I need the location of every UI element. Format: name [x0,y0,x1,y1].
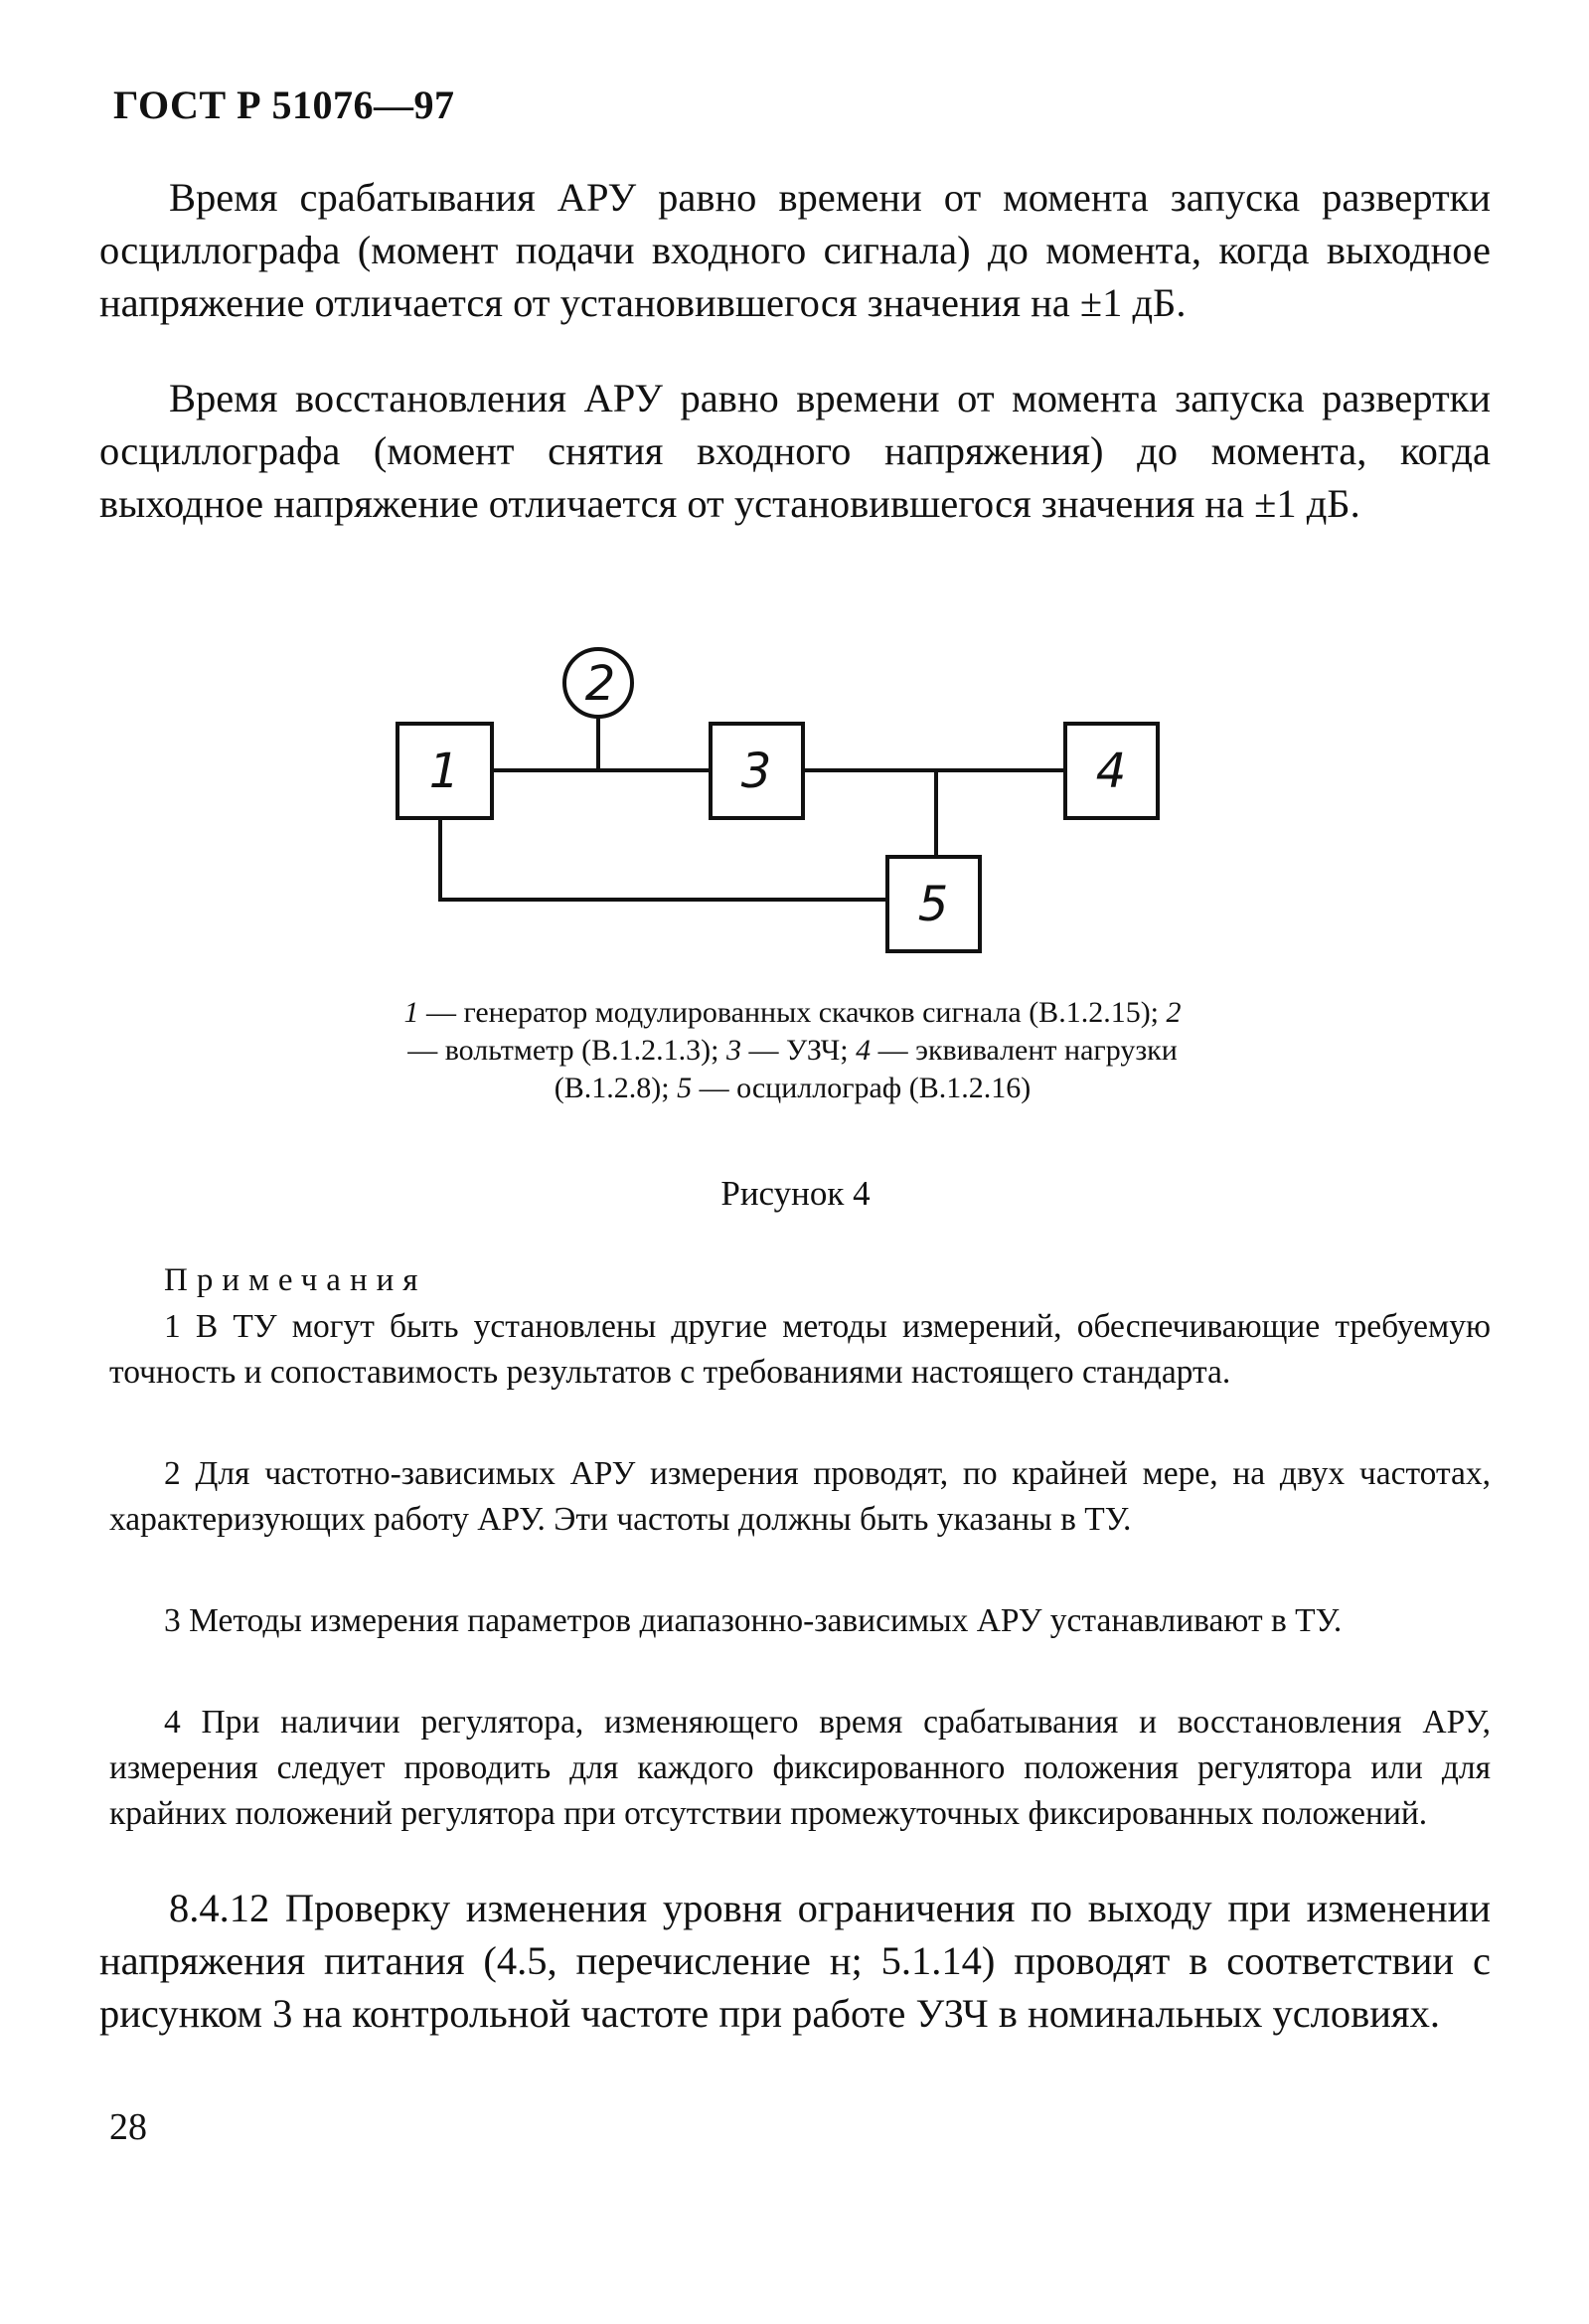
note-2: 2 Для частотно-зависимых АРУ измерения проводят, по крайней мере, на двух частотах, характеризующих работу АРУ. Эти частоты должны быть указаны в ТУ. [109,1455,1491,1538]
wire-1-5 [440,820,887,900]
block-5-label: 5 [917,877,949,932]
legend-num-2: 2 [1166,996,1182,1029]
document-header: ГОСТ Р 51076—97 [113,83,455,127]
legend-num-1: 1 [403,996,419,1029]
block-3-label: 3 [740,744,772,799]
paragraph-8-4-12: 8.4.12 Проверку изменения уровня ограничения по выходу при изменении напряжения питания (4.5, перечисление н; 5.1.14) проводят в соответствии с рисунком 3 на контрольной частоте при работе УЗЧ в номинальных условиях. [99,1886,1491,2036]
legend-text-5: — осциллограф (В.1.2.16) [692,1072,1032,1104]
legend-text-3: — УЗЧ; [740,1034,857,1067]
block-4-label: 4 [1095,744,1127,799]
block-diagram-figure-4 [0,616,1589,974]
legend-num-4: 4 [856,1034,872,1067]
legend-num-3: 3 [725,1034,741,1067]
block-2-label: 2 [584,656,616,712]
note-1: 1 В ТУ могут быть установлены другие методы измерений, обеспечивающие требуемую точность и сопоставимость результатов с требованиями настоящего стандарта. [109,1308,1491,1391]
note-4: 4 При наличии регулятора, изменяющего время срабатывания и восстановления АРУ, измерения следует проводить для каждого фиксированного положения регулятора или для крайних положений регулятора при отсутствии промежуточных фиксированных положений. [109,1704,1491,1832]
note-3: 3 Методы измерения параметров диапазонно-зависимых АРУ устанавливают в ТУ. [164,1602,1343,1639]
figure-legend [397,994,1188,1107]
page-number: 28 [109,2106,147,2148]
legend-num-5: 5 [677,1072,693,1104]
paragraph-response-time: Время срабатывания АРУ равно времени от момента запуска развертки осциллографа (момент подачи входного сигнала) до момента, когда выходное напряжение отличается от установившегося значения на ±1 дБ. [99,175,1491,325]
figure-title: Рисунок 4 [720,1174,871,1213]
paragraph-recovery-time: Время восстановления АРУ равно времени от момента запуска развертки осциллографа (момент снятия входного напряжения) до момента, когда выходное напряжение отличается от установившегося значения на ±1 дБ. [99,376,1491,526]
legend-text-1: — генератор модулированных скачков сигнала (В.1.2.15); [418,996,1167,1029]
legend-text-2: — вольтметр (В.1.2.1.3); [407,1034,726,1067]
legend-text-4: — эквивалент нагрузки (В.1.2.8); [554,1034,1178,1104]
block-1-label: 1 [428,744,460,799]
notes-title: Примечания [164,1262,427,1298]
